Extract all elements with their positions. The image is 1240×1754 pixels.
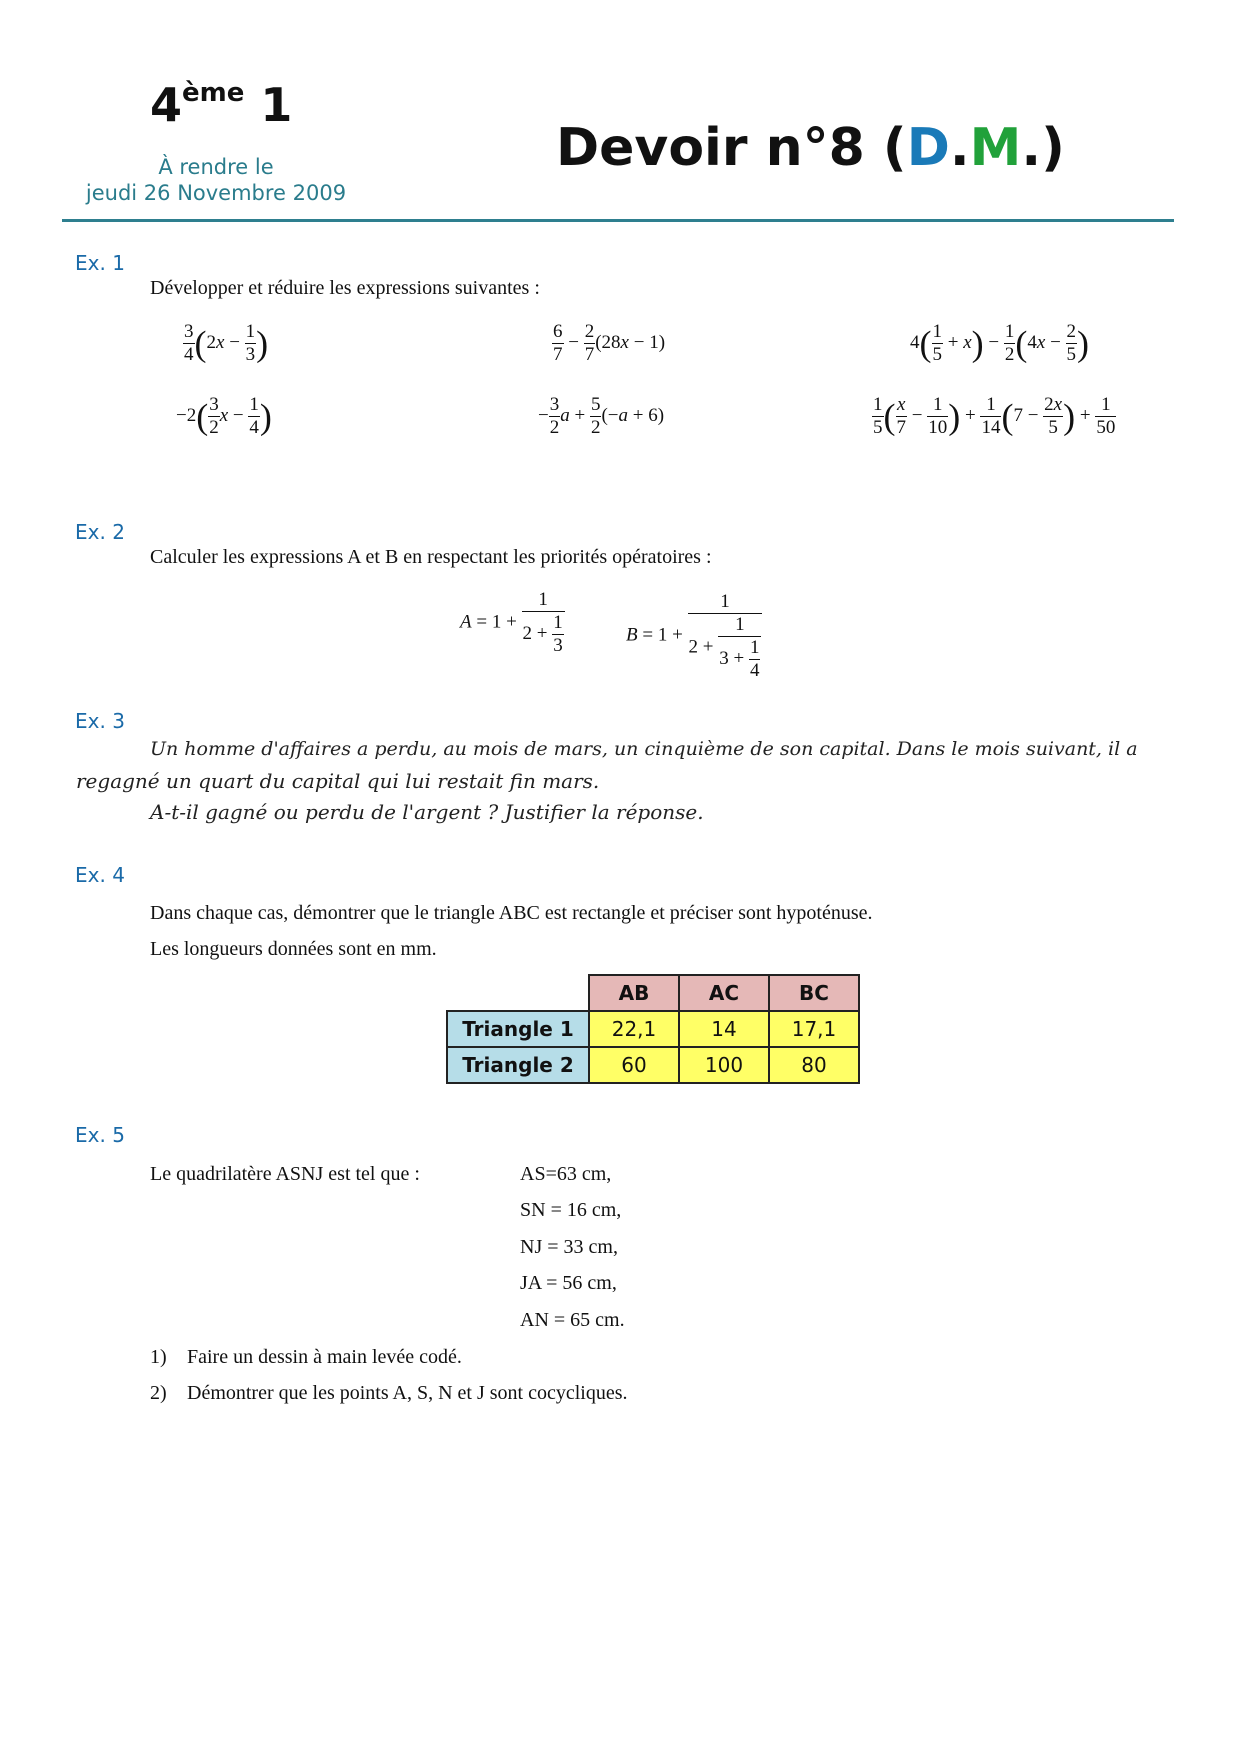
table-row bbox=[447, 1011, 859, 1047]
table-cell: 17,1 bbox=[769, 1011, 859, 1047]
length-item: JA = 56 cm, bbox=[520, 1272, 617, 1294]
ex3-line-2: regagné un quart du capital qui lui restait fin mars. bbox=[76, 769, 600, 793]
ex3-line-3: A-t-il gagné ou perdu de l'argent ? Justifier la réponse. bbox=[150, 800, 704, 824]
title-prefix: Devoir n°8 ( bbox=[556, 118, 907, 178]
length-item: AN = 65 cm. bbox=[520, 1309, 625, 1331]
table-header-row bbox=[447, 975, 859, 1011]
row-header: Triangle 2 bbox=[447, 1047, 589, 1083]
table-cell: 22,1 bbox=[589, 1011, 679, 1047]
header-divider bbox=[62, 219, 1174, 222]
ex1-expression-1: $\frac{3}{4}$ (2x − $\frac{1}{3}$ ) bbox=[184, 321, 269, 365]
row-header: Triangle 1 bbox=[447, 1011, 589, 1047]
length-item: AS=63 cm, bbox=[520, 1163, 612, 1185]
column-header: BC bbox=[769, 975, 859, 1011]
due-date: jeudi 26 Novembre 2009 bbox=[85, 181, 347, 205]
class-number: 4 bbox=[150, 78, 183, 132]
table-corner bbox=[447, 975, 589, 1011]
table-cell: 60 bbox=[589, 1047, 679, 1083]
question-2: Démontrer que les points A, S, N et J sont cocycliques. bbox=[187, 1382, 628, 1404]
title-dot: . bbox=[949, 118, 970, 178]
ex2-instruction: Calculer les expressions A et B en respectant les priorités opératoires : bbox=[150, 546, 712, 568]
page-title bbox=[556, 118, 1065, 178]
ex1-expression-6: $\frac{1}{5}$ ( $\frac{x}{7}$ − $\frac{1}{10}$ ) + $\frac{1}{14}$ (7 − $\frac{2x}{5}$ ) + $\frac{1}{50}$ bbox=[873, 394, 1116, 438]
column-header: AB bbox=[589, 975, 679, 1011]
ex1-label: Ex. 1 bbox=[75, 251, 125, 275]
ex1-expression-3: 4( $\frac{1}{5}$ + x) − $\frac{1}{2}$ (4x − $\frac{2}{5}$ ) bbox=[910, 321, 1090, 365]
question-2-number: 2) bbox=[150, 1382, 167, 1404]
ex4-label: Ex. 4 bbox=[75, 863, 125, 887]
ex4-line-2: Les longueurs données sont en mm. bbox=[150, 938, 437, 960]
ex3-label: Ex. 3 bbox=[75, 709, 125, 733]
lengths-table bbox=[446, 974, 860, 1084]
column-header: AC bbox=[679, 975, 769, 1011]
question-1-number: 1) bbox=[150, 1346, 167, 1368]
ex1-expression-2: $\frac{6}{7}$ − $\frac{2}{7}$ (28x − 1) bbox=[553, 321, 666, 365]
class-superscript: ème bbox=[182, 78, 245, 108]
length-item: NJ = 33 cm, bbox=[520, 1236, 618, 1258]
ex5-label: Ex. 5 bbox=[75, 1123, 125, 1147]
ex2-label: Ex. 2 bbox=[75, 520, 125, 544]
ex2-expression-a: A = 1 + 1 2 + $\frac{1}{3}$ bbox=[460, 589, 563, 656]
title-m: M bbox=[969, 118, 1022, 178]
class-label bbox=[150, 78, 292, 132]
due-label: À rendre le bbox=[158, 155, 274, 179]
ex3-line-1: Un homme d'affaires a perdu, au mois de mars, un cinquième de son capital. Dans le mois suivant, il a bbox=[150, 738, 1138, 760]
class-group: 1 bbox=[244, 78, 293, 132]
ex1-instruction: Développer et réduire les expressions suivantes : bbox=[150, 277, 540, 299]
title-d: D bbox=[906, 118, 950, 178]
ex1-expression-5: − $\frac{3}{2}$ a + $\frac{5}{2}$ (−a + 6) bbox=[538, 394, 665, 438]
ex4-line-1: Dans chaque cas, démontrer que le triangle ABC est rectangle et préciser sont hypoténuse. bbox=[150, 902, 873, 924]
table-row bbox=[447, 1047, 859, 1083]
question-1: Faire un dessin à main levée codé. bbox=[187, 1346, 462, 1368]
table-cell: 14 bbox=[679, 1011, 769, 1047]
table-cell: 80 bbox=[769, 1047, 859, 1083]
title-suffix: .) bbox=[1021, 118, 1065, 178]
table-cell: 100 bbox=[679, 1047, 769, 1083]
ex2-expression-b: B = 1 + 1 2 + 1 3 + $\frac{1}{4}$ bbox=[626, 592, 762, 681]
ex5-intro: Le quadrilatère ASNJ est tel que : bbox=[150, 1163, 420, 1185]
triangle-table bbox=[446, 974, 860, 1084]
ex1-expression-4: −2( $\frac{3}{2}$ x − $\frac{1}{4}$ ) bbox=[176, 394, 272, 438]
length-item: SN = 16 cm, bbox=[520, 1199, 622, 1221]
